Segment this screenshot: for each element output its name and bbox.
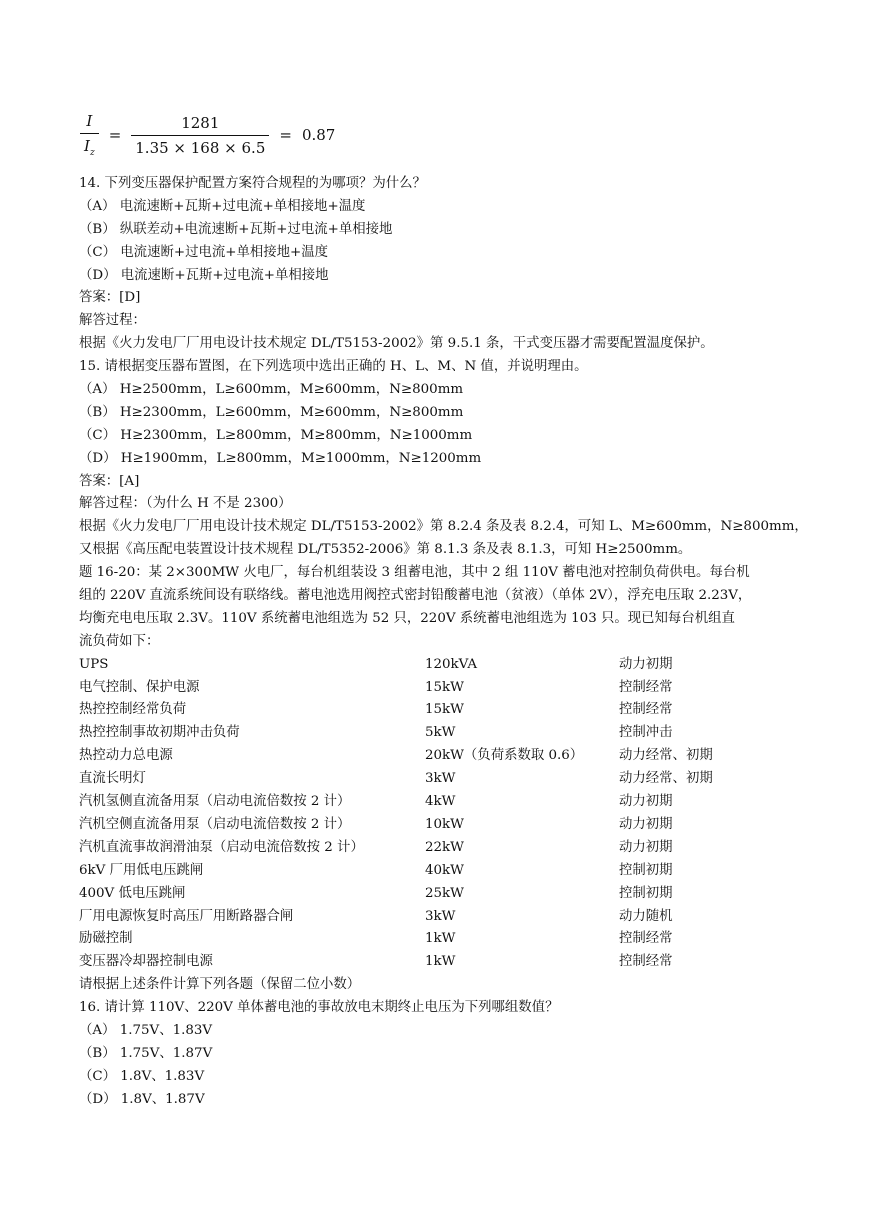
load-name: 热控控制事故初期冲击负荷 bbox=[79, 725, 240, 741]
load-value: 40kW bbox=[425, 862, 464, 878]
q14-explanation: 根据《火力发电厂厂用电设计技术规定 DL/T5153-2002》第 9.5.1 条，干式变压器才需要配置温度保护。 bbox=[79, 336, 714, 352]
q14-question: 14. 下列变压器保护配置方案符合规程的为哪项？为什么？ bbox=[79, 176, 426, 191]
load-name: 汽机空侧直流备用泵（启动电流倍数按 2 计） bbox=[79, 816, 351, 832]
intro-line-1: 题 16-20：某 2×300MW 火电厂，每台机组装设 3 组蓄电池，其中 2 组 110V 蓄电池对控制负荷供电。每台机 bbox=[79, 565, 750, 581]
table-row bbox=[79, 906, 799, 929]
table-row bbox=[79, 928, 799, 951]
table-row bbox=[79, 768, 799, 791]
q16-option-a: （A） 1.75V、1.83V bbox=[79, 1022, 213, 1038]
lhs-numerator: I bbox=[86, 112, 93, 130]
q15-option-d: （D） H≥1900mm，L≥800mm，M≥1000mm，N≥1200mm bbox=[79, 450, 482, 466]
formula-result: 0.87 bbox=[301, 126, 336, 144]
equals-sign-1: = bbox=[108, 126, 122, 144]
q14-process-label: 解答过程： bbox=[79, 313, 146, 329]
calc-note: 请根据上述条件计算下列各题（保留二位小数） bbox=[79, 977, 361, 993]
q15-explanation-2: 又根据《高压配电装置设计技术规程 DL/T5352-2006》第 8.1.3 条及表 8.1.3，可知 H≥2500mm。 bbox=[79, 542, 692, 558]
table-row bbox=[79, 837, 799, 860]
q15-answer: 答案：[A] bbox=[79, 473, 140, 489]
load-name: 电气控制、保护电源 bbox=[79, 679, 200, 695]
load-name: 励磁控制 bbox=[79, 931, 133, 947]
load-type: 控制经常 bbox=[619, 954, 673, 970]
load-type: 动力经常、初期 bbox=[619, 771, 713, 787]
q14-option-d: （D） 电流速断+瓦斯+过电流+单相接地 bbox=[79, 267, 329, 283]
load-name: 厂用电源恢复时高压厂用断路器合闸 bbox=[79, 908, 294, 924]
intro-line-4: 流负荷如下： bbox=[79, 633, 160, 649]
table-row bbox=[79, 951, 799, 974]
load-type: 控制经常 bbox=[619, 931, 673, 947]
q15-question: 15. 请根据变压器布置图，在下列选项中选出正确的 H、L、M、N 值，并说明理由。 bbox=[79, 359, 588, 375]
load-type: 动力随机 bbox=[619, 908, 673, 924]
ratio-formula bbox=[80, 112, 335, 158]
dc-load-table bbox=[79, 654, 799, 974]
q14-option-c: （C） 电流速断+过电流+单相接地+温度 bbox=[79, 244, 329, 260]
load-name: 400V 低电压跳闸 bbox=[79, 885, 186, 901]
load-type: 控制初期 bbox=[619, 885, 673, 901]
load-type: 控制经常 bbox=[619, 679, 673, 695]
load-name: UPS bbox=[79, 656, 109, 672]
load-value: 4kW bbox=[425, 794, 456, 810]
q15-option-c: （C） H≥2300mm，L≥800mm，M≥800mm，N≥1000mm bbox=[79, 427, 473, 443]
table-row bbox=[79, 791, 799, 814]
intro-line-3: 均衡充电电压取 2.3V。110V 系统蓄电池组选为 52 只，220V 系统蓄电池组选为 103 只。现已知每台机组直 bbox=[79, 610, 735, 626]
load-type: 控制冲击 bbox=[619, 725, 673, 741]
document-body bbox=[79, 173, 808, 1112]
q16-option-d: （D） 1.8V、1.87V bbox=[79, 1091, 205, 1107]
load-type: 控制初期 bbox=[619, 862, 673, 878]
load-name: 汽机氢侧直流备用泵（启动电流倍数按 2 计） bbox=[79, 794, 351, 810]
lhs-denominator bbox=[80, 133, 99, 158]
rhs-fraction bbox=[131, 114, 269, 157]
table-row bbox=[79, 883, 799, 906]
load-name: 6kV 厂用低电压跳闸 bbox=[79, 862, 204, 878]
table-row bbox=[79, 745, 799, 768]
load-name: 热控动力总电源 bbox=[79, 748, 173, 764]
rhs-denominator: 1.35 × 168 × 6.5 bbox=[131, 135, 269, 157]
q15-explanation-1: 根据《火力发电厂厂用电设计技术规定 DL/T5153-2002》第 8.2.4 条及表 8.2.4，可知 L、M≥600mm，N≥800mm， bbox=[79, 519, 808, 535]
load-value: 3kW bbox=[425, 771, 456, 787]
load-type: 动力初期 bbox=[619, 656, 673, 672]
q14-option-a: （A） 电流速断+瓦斯+过电流+单相接地+温度 bbox=[79, 198, 366, 214]
q14-answer: 答案：[D] bbox=[79, 290, 141, 306]
load-name: 汽机直流事故润滑油泵（启动电流倍数按 2 计） bbox=[79, 839, 364, 855]
table-row bbox=[79, 699, 799, 722]
load-value: 120kVA bbox=[425, 656, 478, 672]
load-type: 动力初期 bbox=[619, 794, 673, 810]
q15-process-label: 解答过程：（为什么 H 不是 2300） bbox=[79, 496, 292, 512]
q16-question: 16. 请计算 110V、220V 单体蓄电池的事故放电末期终止电压为下列哪组数值？ bbox=[79, 1000, 559, 1016]
q16-option-b: （B） 1.75V、1.87V bbox=[79, 1045, 213, 1061]
load-type: 动力初期 bbox=[619, 839, 673, 855]
table-row bbox=[79, 722, 799, 745]
q16-option-c: （C） 1.8V、1.83V bbox=[79, 1068, 205, 1084]
load-value: 10kW bbox=[425, 816, 464, 832]
load-value: 20kW（负荷系数取 0.6） bbox=[425, 748, 584, 764]
load-name: 直流长明灯 bbox=[79, 771, 146, 787]
q14-option-b: （B） 纵联差动+电流速断+瓦斯+过电流+单相接地 bbox=[79, 221, 393, 237]
table-row bbox=[79, 654, 799, 677]
rhs-numerator: 1281 bbox=[181, 113, 220, 132]
load-value: 15kW bbox=[425, 702, 464, 718]
load-type: 控制经常 bbox=[619, 702, 673, 718]
load-value: 22kW bbox=[425, 839, 464, 855]
q15-option-a: （A） H≥2500mm，L≥600mm，M≥600mm，N≥800mm bbox=[79, 382, 464, 398]
load-value: 3kW bbox=[425, 908, 456, 924]
lhs-fraction bbox=[80, 112, 99, 158]
load-value: 1kW bbox=[425, 954, 456, 970]
load-value: 1kW bbox=[425, 931, 456, 947]
intro-line-2: 组的 220V 直流系统间设有联络线。蓄电池选用阀控式密封铅酸蓄电池（贫液）（单体 2V），浮充电压取 2.23V， bbox=[79, 588, 752, 604]
table-row bbox=[79, 677, 799, 700]
lhs-denominator-var: I bbox=[84, 137, 90, 155]
load-value: 5kW bbox=[425, 725, 456, 741]
equals-sign-2: = bbox=[279, 126, 292, 144]
table-row bbox=[79, 814, 799, 837]
table-row bbox=[79, 860, 799, 883]
q15-option-b: （B） H≥2300mm，L≥600mm，M≥600mm，N≥800mm bbox=[79, 404, 464, 420]
load-name: 热控控制经常负荷 bbox=[79, 702, 187, 718]
load-type: 动力初期 bbox=[619, 816, 673, 832]
load-value: 25kW bbox=[425, 885, 464, 901]
lhs-denominator-sub: z bbox=[89, 148, 95, 158]
load-value: 15kW bbox=[425, 679, 464, 695]
load-type: 动力经常、初期 bbox=[619, 748, 713, 764]
load-name: 变压器冷却器控制电源 bbox=[79, 954, 213, 970]
